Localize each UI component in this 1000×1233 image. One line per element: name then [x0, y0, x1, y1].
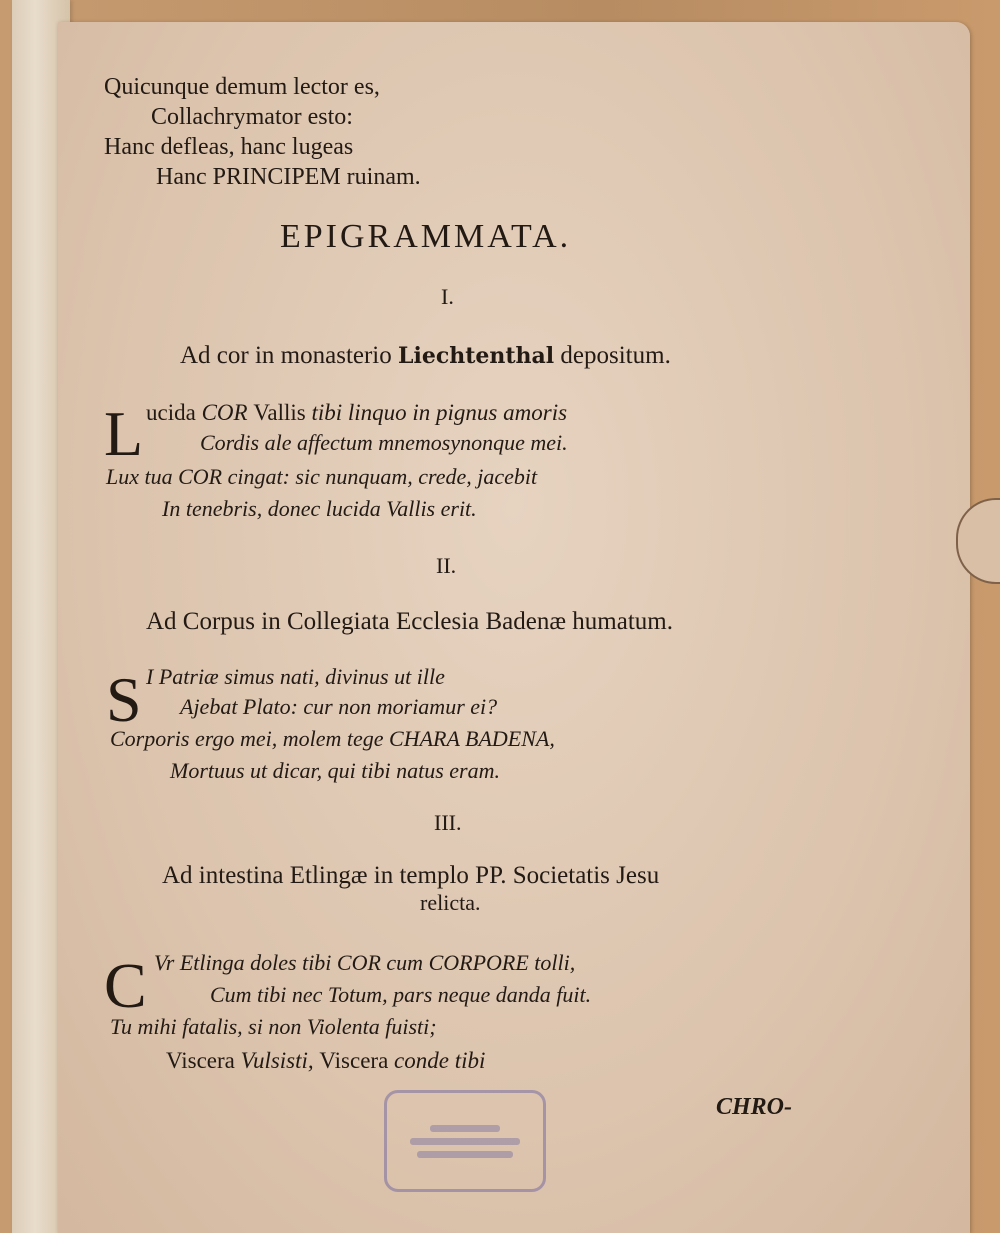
epigram-2-line-1: I Patriæ simus nati, divinus ut ille	[146, 664, 445, 689]
epigram-3-line-4-b: Vulsisti,	[240, 1048, 320, 1073]
epigram-1-title-after: depositum.	[554, 342, 671, 369]
epigram-3-line-3: Tu mihi fatalis, si non Violenta fuisti;	[110, 1014, 437, 1039]
epigram-1-dropcap: L	[104, 398, 144, 469]
library-stamp	[384, 1090, 546, 1192]
epigram-1-line-1-d: tibi linquo in pignus amoris	[311, 400, 568, 425]
epigram-1-title-fraktur: Liechtenthal	[398, 343, 555, 369]
section-heading: EPIGRAMMATA.	[280, 218, 572, 255]
epigram-2-numeral: II.	[436, 553, 457, 578]
epigram-3-dropcap: C	[104, 950, 147, 1021]
epigram-3-line-4-c: Viscera	[319, 1048, 395, 1073]
epigram-1-title	[180, 342, 671, 370]
epigram-1-title-before: Ad cor in monasterio	[180, 342, 399, 369]
epigram-1-line-1-a: ucida	[146, 400, 202, 425]
epigram-3-title-line-2: relicta.	[420, 890, 481, 915]
epigram-3-numeral: III.	[434, 810, 462, 835]
epigram-3-line-2: Cum tibi nec Totum, pars neque danda fuit.	[210, 982, 592, 1007]
epigram-1-line-1-b: COR	[201, 400, 254, 425]
epigram-2-line-4: Mortuus ut dicar, qui tibi natus eram.	[170, 758, 501, 783]
epigram-2-line-2: Ajebat Plato: cur non moriamur ei?	[180, 694, 498, 719]
epigram-3-line-4	[166, 1048, 485, 1074]
opening-line-2: Collachrymator esto:	[151, 104, 353, 130]
epigram-1-line-1-c: Vallis	[253, 400, 312, 425]
epigram-3-line-4-a: Viscera	[166, 1048, 241, 1073]
epigram-1-line-3: Lux tua COR cingat: sic nunquam, crede, jacebit	[106, 464, 538, 489]
catchword: CHRO-	[716, 1094, 793, 1120]
opening-line-4: Hanc PRINCIPEM ruinam.	[156, 164, 421, 190]
stamp-line-3	[417, 1151, 513, 1158]
epigram-2-dropcap: S	[106, 664, 142, 735]
epigram-1-numeral: I.	[441, 284, 454, 309]
epigram-3-title-line-1: Ad intestina Etlingæ in templo PP. Societatis Jesu	[162, 862, 660, 889]
epigram-2-line-3: Corporis ergo mei, molem tege CHARA BADENA,	[110, 726, 555, 751]
opening-line-1: Quicunque demum lector es,	[104, 74, 380, 100]
stamp-line-1	[430, 1125, 500, 1132]
epigram-1-line-1	[146, 400, 567, 426]
epigram-1-line-4: In tenebris, donec lucida Vallis erit.	[162, 496, 477, 521]
epigram-2-title: Ad Corpus in Collegiata Ecclesia Badenæ humatum.	[146, 608, 673, 635]
opening-line-3: Hanc defleas, hanc lugeas	[104, 134, 354, 160]
epigram-3-line-4-d: conde tibi	[394, 1048, 486, 1073]
stamp-line-2	[410, 1138, 520, 1145]
epigram-1-line-2: Cordis ale affectum mnemosynonque mei.	[200, 430, 568, 455]
epigram-3-line-1: Vr Etlinga doles tibi COR cum CORPORE tolli,	[154, 950, 576, 975]
